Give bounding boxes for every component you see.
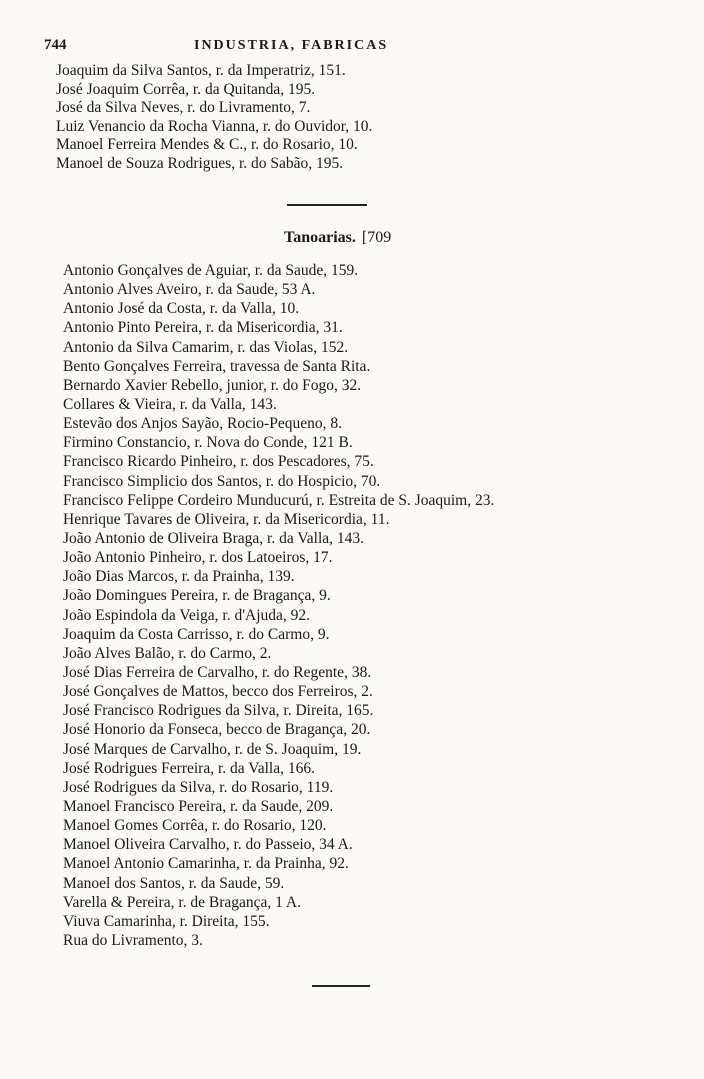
- list-item: Francisco Felippe Cordeiro Munducurú, r. Estreita de S. Joaquim, 23.: [63, 491, 495, 509]
- list-item: Manoel Gomes Corrêa, r. do Rosario, 120.: [63, 817, 327, 835]
- list-item: Luiz Venancio da Rocha Vianna, r. do Ouvidor, 10.: [56, 117, 373, 135]
- list-item: Bento Gonçalves Ferreira, travessa de Santa Rita.: [63, 357, 371, 375]
- list-item: José Francisco Rodrigues da Silva, r. Direita, 165.: [63, 702, 374, 720]
- list-item: José da Silva Neves, r. do Livramento, 7.: [56, 99, 311, 116]
- list-item: João Dias Marcos, r. da Prainha, 139.: [63, 568, 295, 586]
- list-item: José Honorio da Fonseca, becco de Bragança, 20.: [63, 721, 371, 739]
- list-item: Manoel Ferreira Mendes & C., r. do Rosario, 10.: [56, 136, 358, 153]
- list-item: Antonio Gonçalves de Aguiar, r. da Saude, 159.: [63, 262, 359, 279]
- list-item: Firmino Constancio, r. Nova do Conde, 121 B.: [63, 434, 353, 452]
- list-item: José Gonçalves de Mattos, becco dos Ferreiros, 2.: [63, 683, 373, 701]
- list-item: Antonio José da Costa, r. da Valla, 10.: [63, 300, 300, 318]
- list-item: Manoel dos Santos, r. da Saude, 59.: [63, 874, 285, 892]
- list-item: José Rodrigues da Silva, r. do Rosario, 119.: [63, 778, 334, 796]
- section-number: [709: [361, 229, 392, 246]
- list-item: Estevão dos Anjos Sayão, Rocio-Pequeno, 8.: [63, 415, 342, 433]
- list-item: José Joaquim Corrêa, r. da Quitanda, 195.: [56, 80, 316, 98]
- page-number: 744: [44, 37, 67, 53]
- list-item: João Domingues Pereira, r. de Bragança, 9.: [63, 587, 331, 605]
- list-item: João Antonio Pinheiro, r. dos Latoeiros, 17.: [63, 549, 333, 567]
- list-item: Antonio Pinto Pereira, r. da Misericordia, 31.: [63, 319, 343, 337]
- list-item: Antonio da Silva Camarim, r. das Violas, 152.: [63, 338, 349, 356]
- list-item: Viuva Camarinha, r. Direita, 155.: [63, 912, 270, 930]
- list-item: Manoel Francisco Pereira, r. da Saude, 209.: [63, 797, 334, 815]
- list-item: Antonio Alves Aveiro, r. da Saude, 53 A.: [63, 281, 316, 299]
- page-header: [44, 37, 464, 57]
- section-divider: [312, 985, 370, 987]
- list-item: José Dias Ferreira de Carvalho, r. do Regente, 38.: [63, 663, 372, 681]
- list-item: Collares & Vieira, r. da Valla, 143.: [63, 395, 277, 413]
- list-item: Henrique Tavares de Oliveira, r. da Misericordia, 11.: [63, 510, 390, 528]
- list-item: Joaquim da Costa Carrisso, r. do Carmo, 9.: [63, 625, 330, 643]
- list-item: José Rodrigues Ferreira, r. da Valla, 166.: [63, 759, 315, 777]
- list-item: João Antonio de Oliveira Braga, r. da Valla, 143.: [63, 529, 365, 547]
- list-item: Rua do Livramento, 3.: [63, 931, 203, 949]
- list-item: Bernardo Xavier Rebello, junior, r. do Fogo, 32.: [63, 376, 362, 394]
- list-item: Joaquim da Silva Santos, r. da Imperatriz, 151.: [56, 62, 346, 79]
- section-heading: [284, 229, 391, 247]
- list-item: José Marques de Carvalho, r. de S. Joaquim, 19.: [63, 740, 362, 758]
- section-title: Tanoarias.: [284, 229, 356, 246]
- list-item: Manoel de Souza Rodrigues, r. do Sabão, 195.: [56, 154, 344, 172]
- list-item: Francisco Ricardo Pinheiro, r. dos Pescadores, 75.: [63, 453, 374, 471]
- running-head: INDUSTRIA, FABRICAS: [194, 38, 389, 53]
- list-item: João Alves Balão, r. do Carmo, 2.: [63, 644, 272, 662]
- tanoarias-list: [63, 261, 673, 950]
- list-item: Manoel Oliveira Carvalho, r. do Passeio, 34 A.: [63, 836, 353, 854]
- continued-entry-list: [56, 62, 556, 173]
- list-item: João Espindola da Veiga, r. d'Ajuda, 92.: [63, 606, 311, 624]
- section-divider: [287, 204, 367, 206]
- list-item: Francisco Simplicio dos Santos, r. do Hospicio, 70.: [63, 472, 381, 490]
- list-item: Varella & Pereira, r. de Bragança, 1 A.: [63, 893, 302, 911]
- list-item: Manoel Antonio Camarinha, r. da Prainha, 92.: [63, 855, 349, 873]
